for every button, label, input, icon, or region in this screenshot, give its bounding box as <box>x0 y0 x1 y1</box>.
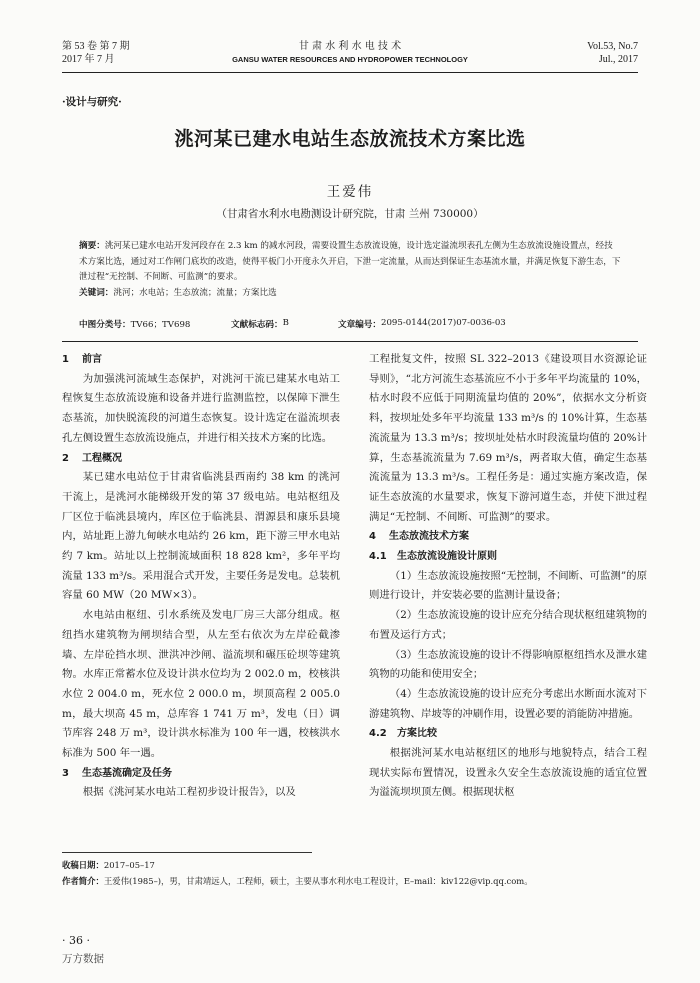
keywords: 洮河；水电站；生态放流；流量；方案比选 <box>113 287 277 298</box>
document-code: 文献标志码： B <box>231 318 289 330</box>
volume-cn: 第 53 卷 第 7 期 <box>62 41 130 52</box>
abstract-rule <box>62 341 638 342</box>
paragraph-structures: 水电站由枢纽、引水系统及发电厂房三大部分组成。枢纽挡水建筑物为闸坝结合型，从左至右依次为左岸砼截渗墙、左岸砼挡水坝、泄洪冲沙闸、溢流坝和碾压砼坝等建筑物。水库正常蓄水位及设计洪水位均为 2 002.0 m，校核洪水位 2 004.0 m，死水位 2 000.0 m，坝顶高程 2 005.0 m，最大坝高 45 m，总库容 1 741 万 m³，发电（日）调节库容 248 万 m³，设计洪水标准为 100 年一遇，校核洪水标准为 500 年一遇。 <box>62 609 341 760</box>
abstract-label: 摘要： <box>79 241 105 251</box>
principle-item: （1）生态放流设施按照“无控制，不间断、可监测”的原则进行设计，并安装必要的监测计量设备； <box>369 569 647 602</box>
classification-line <box>79 318 621 332</box>
heading-2: 2 工程概况 <box>62 452 122 464</box>
heading-4: 4 生态放流技术方案 <box>369 531 469 543</box>
heading-4-1: 4.1 生态放流设施设计原则 <box>369 551 497 563</box>
journal-name-en: GANSU WATER RESOURCES AND HYDROPOWER TECHNOLOGY <box>232 55 468 64</box>
heading-4-2: 4.2 方案比较 <box>369 728 437 740</box>
page-number: · 36 · <box>62 934 90 947</box>
author-name: 王爱伟 <box>326 184 374 200</box>
date-en: Jul., 2017 <box>598 54 638 65</box>
article-number: 文章编号： 2095-0144(2017)07-0036-03 <box>338 318 506 330</box>
paragraph-basis: 根据《洮河某水电站工程初步设计报告》，以及 <box>82 786 296 799</box>
received-date: 收稿日期：2017–05–17 <box>62 860 155 870</box>
abstract <box>79 239 621 301</box>
abstract-text: 洮河某已建水电站开发河段存在 2.3 km 的减水河段，需要设置生态放流设施，设计选定溢流坝表孔左侧为生态放流设施设置点，经技术方案比选，通过对工作闸门底坎的改造，使得平板门小开度永久开启，下泄一定流量，从而达到保证生态基流水量，并满足恢复下游生态，下泄过程“无控制、不间断、可监测”的要求。 <box>79 241 621 283</box>
principle-item: （2）生态放流设施的设计应充分结合现状枢纽建筑物的布置及运行方式； <box>369 609 647 641</box>
clc-number: 中图分类号： TV66；TV698 <box>79 320 191 330</box>
author-bio: 作者简介：王爱伟(1985–)，男，甘肃靖远人，工程师，硕士，主要从事水利水电工程设计，E–mail：kiv122@vip.qq.com。 <box>62 876 533 886</box>
journal-name-cn: 甘 肃 水 利 水 电 技 术 <box>298 41 402 52</box>
article-title: 洮河某已建水电站生态放流技术方案比选 <box>174 128 526 150</box>
watermark: 万方数据 <box>62 953 104 965</box>
author-affiliation: （甘肃省水利水电勘测设计研究院，甘肃 兰州 730000） <box>216 208 484 220</box>
running-header <box>62 40 638 70</box>
paragraph-intro: 为加强洮河流域生态保护，对洮河干流已建某水电站工程恢复生态放流设施和设备并进行监测监控，以保障下泄生态基流，加快脱流段的河道生态恢复。设计选定在溢流坝表孔左侧设置生态放流设施点，并进行相关技术方案的比选。 <box>62 372 340 444</box>
volume-en: Vol.53, No.7 <box>587 41 638 52</box>
principle-item: （4）生态放流设施的设计应充分考虑出水断面水流对下游建筑物、岸坡等的冲刷作用，设置必要的消能防冲措施。 <box>369 687 647 720</box>
header-center <box>62 40 638 66</box>
header-right <box>587 40 638 66</box>
paragraph-overview: 某已建水电站位于甘肃省临洮县西南约 38 km 的洮河干流上，是洮河水能梯级开发的第 37 级电站。电站枢纽及厂区位于临洮县境内，库区位于临洮县、渭源县和康乐县境内，站址距上游九甸峡水电站约 26 km，距下游三甲水电站约 7 km。站址以上控制流域面积 18 828 km²，多年平均流量 133 m³/s。采用混合式开发，主要任务是发电。总装机容量 60 MW（20 MW×3）。 <box>62 471 340 602</box>
principle-item: （3）生态放流设施的设计不得影响原枢纽挡水及泄水建筑物的功能和使用安全； <box>369 648 647 681</box>
paragraph-baseflow: 工程批复文件，按照 SL 322–2013《建设项目水资源论证导则》，“北方河流生态基流应不小于多年平均流量的 10%，枯水时段不应低于同期流量均值的 20%”，依据水文分析资料，按坝址处多年平均流量 133 m³/s 的 10%计算，生态基流流量为 13.3 m³/s；按坝址处枯水时段流量均值的 20%计算，生态基流流量为 7.69 m³/s，两者取大值，确定生态基流流量为 13.3 m³/s。工程任务是：通过实施方案改造，保证生态放流的水量要求，恢复下游河道生态，并使下泄过程满足“无控制、不间断、可监测”的要求。 <box>369 353 647 523</box>
heading-1: 1 前言 <box>62 354 102 365</box>
keywords-label: 关键词： <box>79 287 114 298</box>
section-tag: ·设计与研究· <box>62 96 122 108</box>
header-rule <box>62 72 638 73</box>
left-column <box>62 350 340 803</box>
right-column <box>369 350 647 803</box>
heading-3: 3 生态基流确定及任务 <box>62 767 172 779</box>
date-cn: 2017 年 7 月 <box>62 54 115 65</box>
footnote-rule <box>62 852 312 853</box>
paragraph-comparison: 根据洮河某水电站枢纽区的地形与地貌特点，结合工程现状实际布置情况，设置永久安全生态放流设施的适宜位置为溢流坝坝顶左侧。根据现状枢 <box>369 747 647 799</box>
